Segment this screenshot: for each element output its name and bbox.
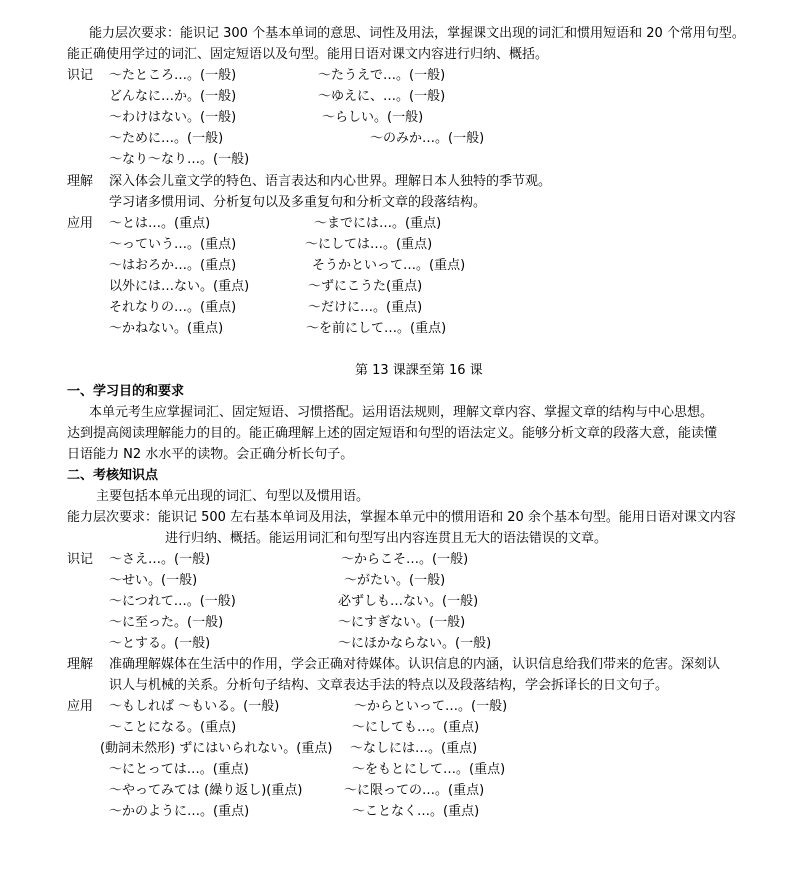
section-a-apply-right: そうかといって…。(重点)	[312, 258, 466, 273]
section-b-requirement-line2: 进行归纳、概括。能运用词汇和句型写出内容连贯且无大的语法错误的文章。	[165, 531, 608, 546]
section-a-understand-label: 理解	[67, 174, 94, 189]
section-b-memorize-left: ～さえ…。(一般)	[109, 552, 211, 567]
section-b-apply-left: ～にとっては…。(重点)	[109, 762, 249, 777]
section-b-apply-right: ～ことなく…。(重点)	[352, 804, 480, 819]
section-a-apply-left: ～はおろか…。(重点)	[109, 258, 237, 273]
section-a-memorize-left: ～わけはない。(一般)	[109, 110, 237, 125]
section-b-understand-line: 识人与机械的关系。分析句子结构、文章表达手法的特点以及段落结构，学会拆译长的日文句子。	[109, 678, 669, 693]
section-a-memorize-left: ～たところ…。(一般)	[109, 68, 237, 83]
section-a-apply-label: 应用	[67, 216, 94, 231]
section-a-memorize-left: ～なり～なり…。(一般)	[109, 152, 250, 167]
section-b-understand-label: 理解	[67, 657, 94, 672]
section-b-understand-line: 准确理解媒体在生活中的作用，学会正确对待媒体。认识信息的内涵，认识信息给我们带来的危害。深刻认	[109, 657, 721, 672]
section-b-memorize-right: 必ずしも…ない。(一般)	[338, 594, 479, 609]
section-a-apply-right: ～だけに…。(重点)	[308, 300, 423, 315]
section-b-apply-right: ～をもとにして…。(重点)	[352, 762, 506, 777]
section-b-apply-label: 应用	[67, 699, 94, 714]
section-a-memorize-right: ～ゆえに、…。(一般)	[318, 89, 446, 104]
section-b-apply-right: ～なしには…。(重点)	[350, 741, 478, 756]
section-a-memorize-right: ～らしい。(一般)	[322, 110, 424, 125]
section-b-memorize-right: ～がたい。(一般)	[344, 573, 446, 588]
section-a-memorize-right: ～たうえで…。(一般)	[318, 68, 446, 83]
section-b-apply-right: ～からといって…。(一般)	[354, 699, 508, 714]
section-b-memorize-right: ～からこそ…。(一般)	[341, 552, 469, 567]
section-a-requirement-line2: 能正确使用学过的词汇、固定短语以及句型。能用日语对课文内容进行归纳、概括。	[67, 47, 549, 62]
section-a-apply-right: ～までには…。(重点)	[314, 216, 442, 231]
section-b-memorize-left: ～とする。(一般)	[109, 636, 211, 651]
section-a-apply-right: ～を前にして…。(重点)	[306, 321, 447, 336]
heading-learning-goals: 一、学习目的和要求	[67, 384, 185, 399]
section-b-apply-left: ～やってみては (繰り返し)(重点)	[109, 783, 303, 798]
section-a-understand-line: 深入体会儿童文学的特色、语言表达和内心世界。理解日本人独特的季节观。	[109, 174, 552, 189]
section-a-apply-right: ～ずにこうた(重点)	[308, 279, 423, 294]
section-a-apply-left: 以外には…ない。(重点)	[109, 279, 250, 294]
section-a-memorize-label: 识记	[67, 68, 94, 83]
paragraph-line: 日语能力 N2 水水平的读物。会正确分析长句子。	[67, 447, 354, 462]
section-b-apply-left: ～かのように…。(重点)	[109, 804, 250, 819]
heading-assessment-points: 二、考核知识点	[67, 468, 159, 483]
lesson-title: 第 13 课課至第 16 课	[355, 363, 483, 378]
section-b-memorize-left: ～せい。(一般)	[109, 573, 198, 588]
section-a-apply-left: それなりの…。(重点)	[109, 300, 237, 315]
section-b-memorize-left: ～に至った。(一般)	[109, 615, 224, 630]
section-a-memorize-left: どんなに…か。(一般)	[109, 89, 237, 104]
section-b-apply-left: (動詞未然形) ずにはいられない。(重点)	[100, 741, 333, 756]
section-b-apply-left: ～ことになる。(重点)	[109, 720, 237, 735]
section-b-memorize-right: ～にほかならない。(一般)	[338, 636, 492, 651]
section-b-memorize-left: ～につれて…。(一般)	[109, 594, 236, 609]
section-b-memorize-right: ～にすぎない。(一般)	[338, 615, 466, 630]
paragraph-line: 主要包括本单元出现的词汇、句型以及惯用语。	[96, 489, 370, 504]
section-a-apply-left: ～かねない。(重点)	[109, 321, 224, 336]
section-a-apply-left: ～とは…。(重点)	[109, 216, 211, 231]
paragraph-line: 达到提高阅读理解能力的目的。能正确理解上述的固定短语和句型的语法定义。能够分析文章的段落大意，能读懂	[67, 426, 718, 441]
section-b-requirement-line1: 能力层次要求：能识记 500 左右基本单词及用法，掌握本单元中的惯用语和 20 余个基本句型。能用日语对课文内容	[67, 510, 736, 525]
section-a-understand-line: 学习诸多惯用词、分析复句以及多重复句和分析文章的段落结构。	[109, 195, 487, 210]
section-a-apply-left: ～っていう…。(重点)	[109, 237, 237, 252]
section-b-memorize-label: 识记	[67, 552, 94, 567]
section-b-apply-right: ～に限っての…。(重点)	[344, 783, 485, 798]
paragraph-line: 本单元考生应掌握词汇、固定短语、习惯搭配。运用语法规则，理解文章内容、掌握文章的结构与中心思想。	[89, 405, 714, 420]
section-a-apply-right: ～にしては…。(重点)	[305, 237, 433, 252]
section-a-memorize-left: ～ために…。(一般)	[109, 131, 224, 146]
section-b-apply-left: ～もしれば ～もいる。(一般)	[109, 699, 280, 714]
section-a-memorize-right: ～のみか…。(一般)	[370, 131, 485, 146]
section-a-requirement-line1: 能力层次要求：能识记 300 个基本单词的意思、词性及用法，掌握课文出现的词汇和惯用短语和 20 个常用句型。	[89, 26, 745, 41]
section-b-apply-right: ～にしても…。(重点)	[352, 720, 480, 735]
